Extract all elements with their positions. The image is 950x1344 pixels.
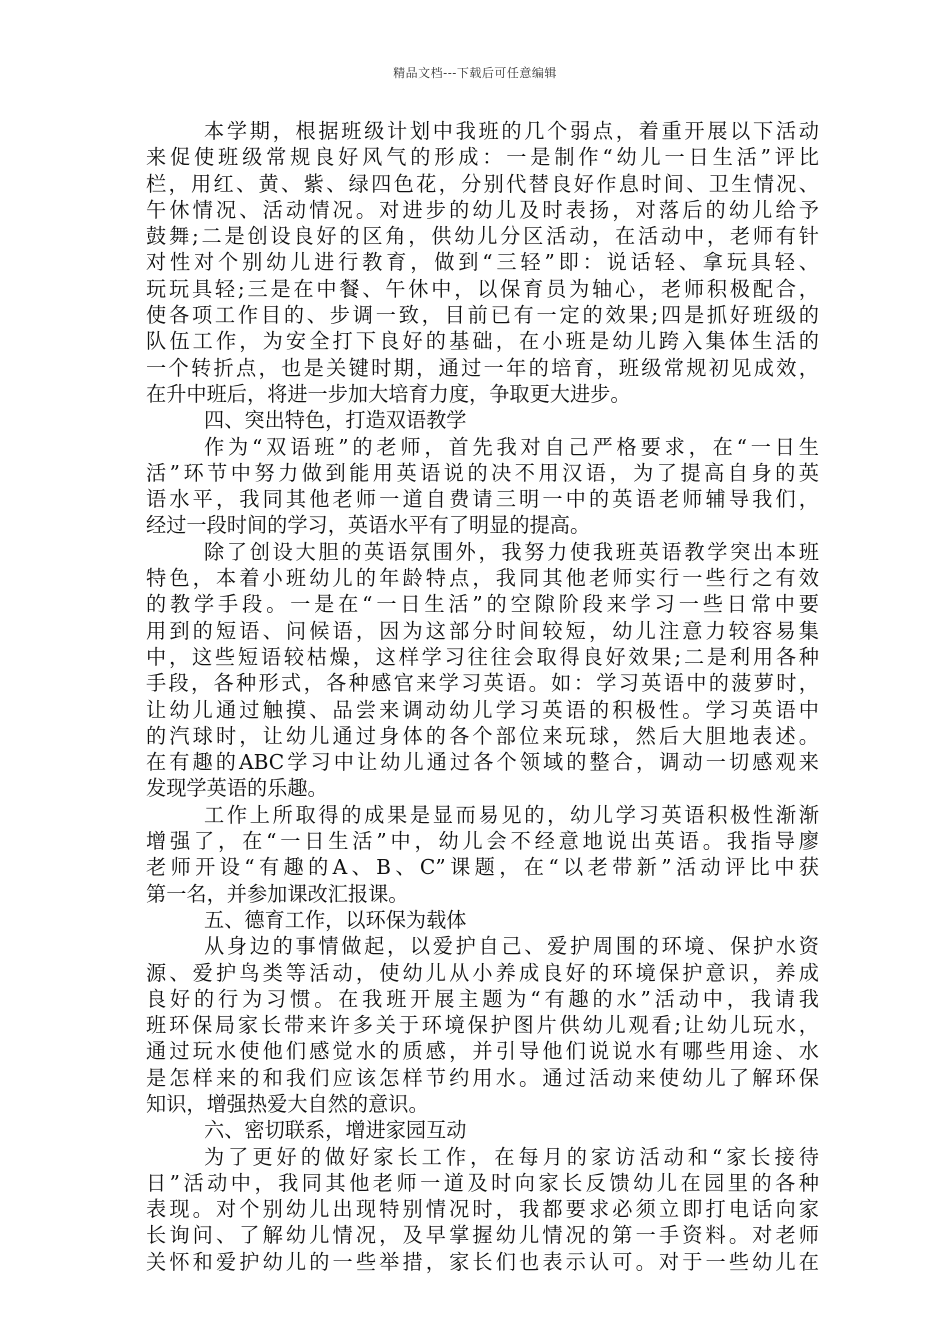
paragraph-line: 的汽球时，让幼儿通过身体的各个部位来玩球，然后大胆地表述。 — [146, 723, 819, 748]
paragraph-line: 长询问、了解幼儿情况，及早掌握幼儿情况的第一手资料。对老师 — [146, 1223, 819, 1248]
section-heading: 四、突出特色，打造双语教学 — [204, 408, 467, 433]
paragraph-line: 活”环节中努力做到能用英语说的决不用汉语，为了提高自身的英 — [146, 460, 819, 485]
paragraph-line: 使各项工作目的、步调一致，目前已有一定的效果;四是抓好班级的 — [146, 303, 819, 328]
paragraph-line: 让幼儿通过触摸、品尝来调动幼儿学习英语的积极性。学习英语中 — [146, 697, 819, 722]
paragraph-line: 用到的短语、问候语，因为这部分时间较短，幼儿注意力较容易集 — [146, 618, 819, 643]
paragraph-line: 玩玩具轻;三是在中餐、午休中，以保育员为轴心，老师积极配合， — [146, 276, 819, 301]
paragraph-line: 知识，增强热爱大自然的意识。 — [146, 1091, 429, 1116]
paragraph-line: 本学期，根据班级计划中我班的几个弱点，着重开展以下活动 — [204, 119, 819, 143]
paragraph-line: 是怎样来的和我们应该怎样节约用水。通过活动来使幼儿了解环保 — [146, 1065, 819, 1090]
paragraph-line: 来促使班级常规良好风气的形成：一是制作“幼儿一日生活”评比 — [146, 145, 819, 170]
document-body — [146, 118, 819, 1275]
paragraph-line: 午休情况、活动情况。对进步的幼儿及时表扬，对落后的幼儿给予 — [146, 197, 819, 222]
paragraph-line: 关怀和爱护幼儿的一些举措，家长们也表示认可。对于一些幼儿在 — [146, 1249, 819, 1274]
page-header: 精品文档---下载后可任意编辑 — [393, 66, 557, 80]
paragraph-line: 经过一段时间的学习，英语水平有了明显的提高。 — [146, 513, 591, 538]
paragraph-line: 工作上所取得的成果是显而易见的，幼儿学习英语积极性渐渐 — [204, 802, 819, 827]
paragraph-line: 良好的行为习惯。在我班开展主题为“有趣的水”活动中，我请我 — [146, 986, 819, 1011]
paragraph-line: 表现。对个别幼儿出现特别情况时，我都要求必须立即打电话向家 — [146, 1197, 819, 1222]
section-heading: 五、德育工作，以环保为载体 — [204, 907, 467, 932]
paragraph-line: 源、爱护鸟类等活动，使幼儿从小养成良好的环境保护意识，养成 — [146, 960, 819, 985]
paragraph-line: 鼓舞;二是创设良好的区角，供幼儿分区活动，在活动中，老师有针 — [146, 224, 819, 249]
paragraph-line: 一个转折点，也是关键时期，通过一年的培育，班级常规初见成效， — [146, 355, 819, 380]
paragraph-line: 手段，各种形式，各种感官来学习英语。如：学习英语中的菠萝时， — [146, 671, 819, 696]
paragraph-line: 为了更好的做好家长工作，在每月的家访活动和“家长接待 — [204, 1144, 819, 1169]
paragraph-line: 除了创设大胆的英语氛围外，我努力使我班英语教学突出本班 — [204, 539, 819, 564]
paragraph-line: 的教学手段。一是在“一日生活”的空隙阶段来学习一些日常中要 — [146, 592, 819, 617]
paragraph-line: 栏，用红、黄、紫、绿四色花，分别代替良好作息时间、卫生情况、 — [146, 171, 819, 196]
paragraph-line: 班环保局家长带来许多关于环境保护图片供幼儿观看;让幼儿玩水， — [146, 1013, 819, 1038]
paragraph-line: 语水平，我同其他老师一道自费请三明一中的英语老师辅导我们， — [146, 487, 819, 512]
paragraph-line: 对性对个别幼儿进行教育，做到“三轻”即：说话轻、拿玩具轻、 — [146, 250, 819, 275]
paragraph-line: 从身边的事情做起，以爱护自己、爱护周围的环境、保护水资 — [204, 934, 819, 959]
paragraph-line: 通过玩水使他们感觉水的质感，并引导他们说说水有哪些用途、水 — [146, 1039, 819, 1064]
paragraph-line: 老师开设“有趣的A、B、C”课题，在“以老带新”活动评比中获 — [146, 855, 819, 880]
paragraph-line: 特色，本着小班幼儿的年龄特点，我同其他老师实行一些行之有效 — [146, 566, 819, 591]
paragraph-line: 日”活动中，我同其他老师一道及时向家长反馈幼儿在园里的各种 — [146, 1170, 819, 1195]
paragraph-line: 队伍工作，为安全打下良好的基础，在小班是幼儿跨入集体生活的 — [146, 329, 819, 354]
paragraph-line: 中，这些短语较枯燥，这样学习往往会取得良好效果;二是利用各种 — [146, 644, 819, 669]
paragraph-line: 增强了，在“一日生活”中，幼儿会不经意地说出英语。我指导廖 — [146, 829, 819, 854]
section-heading: 六、密切联系，增进家园互动 — [204, 1118, 467, 1143]
paragraph-line: 作为“双语班”的老师，首先我对自己严格要求，在“一日生 — [204, 434, 819, 459]
paragraph-line: 第一名，并参加课改汇报课。 — [146, 881, 409, 906]
paragraph-line: 在有趣的ABC学习中让幼儿通过各个领域的整合，调动一切感观来 — [146, 750, 819, 775]
paragraph-line: 发现学英语的乐趣。 — [146, 776, 328, 801]
paragraph-line: 在升中班后，将进一步加大培育力度，争取更大进步。 — [146, 381, 631, 406]
